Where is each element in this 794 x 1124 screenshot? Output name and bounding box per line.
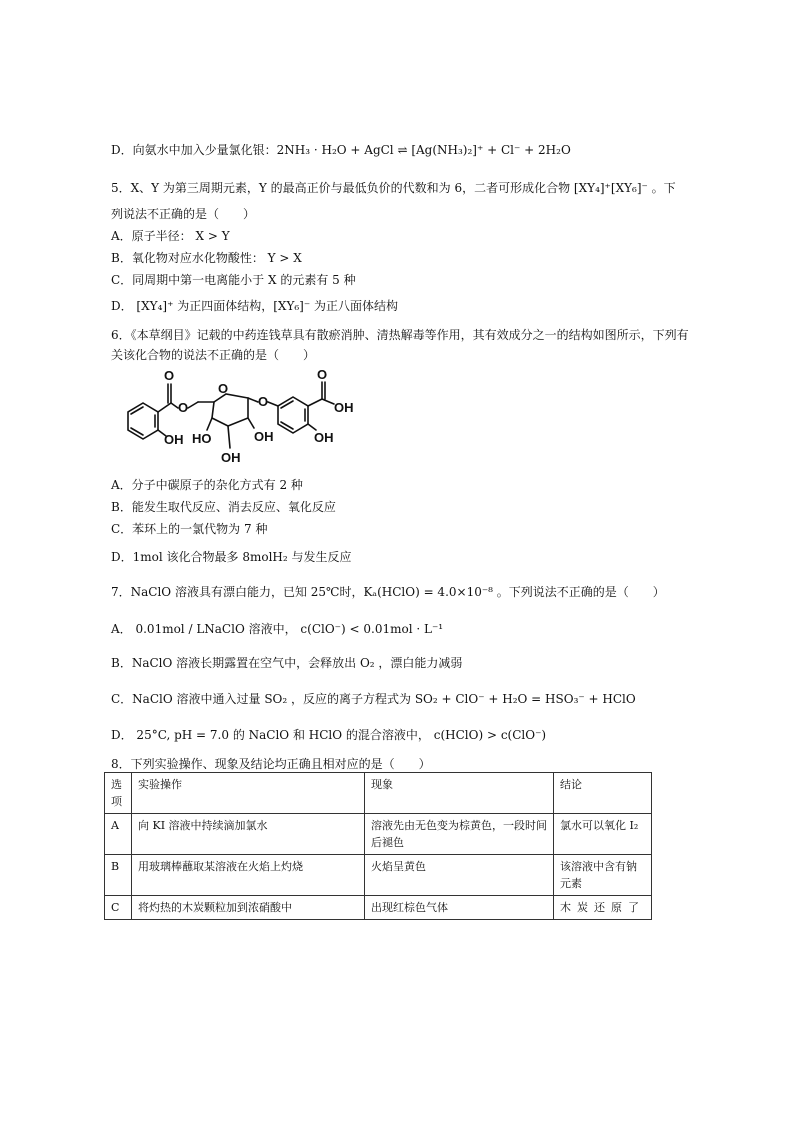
row-phenomenon: 出现红棕色气体 [365, 896, 554, 920]
q5-option-a: A．原子半径： X > Y [111, 229, 230, 243]
table-row [105, 896, 652, 920]
mol-label-o: O [317, 367, 328, 382]
row-operation: 将灼热的木炭颗粒加到浓硝酸中 [132, 896, 365, 920]
q7-option-d: D． 25°C, pH = 7.0 的 NaClO 和 HClO 的混合溶液中， c(HClO) > c(ClO⁻) [111, 728, 547, 742]
table-header-row [105, 773, 652, 814]
row-conclusion: 木炭还原了 [554, 896, 652, 920]
mol-label-oh: OH [254, 429, 274, 444]
row-option: C [105, 896, 132, 920]
right-benzene-ring [278, 397, 308, 433]
mol-label-oh: OH [221, 450, 241, 465]
header-option: 选项 [105, 773, 132, 814]
q8-table [104, 772, 652, 920]
q7-option-a: A． 0.01mol / LNaClO 溶液中， c(ClO⁻) < 0.01mol · L⁻¹ [111, 622, 444, 636]
molecule-structure [108, 366, 388, 468]
row-conclusion: 氯水可以氧化 I₂ [554, 814, 652, 855]
q7-stem: 7．NaClO 溶液具有漂白能力，已知 25℃时，Kₐ(HClO) = 4.0×10⁻⁸ 。下列说法不正确的是（ ） [111, 585, 665, 599]
header-conclusion: 结论 [554, 773, 652, 814]
q6-option-a: A．分子中碳原子的杂化方式有 2 种 [111, 478, 303, 492]
q5-option-d: D． [XY₄]⁺ 为正四面体结构，[XY₆]⁻ 为正八面体结构 [111, 299, 399, 313]
q5-stem: 5．X、Y 为第三周期元素，Y 的最高正价与最低负价的代数和为 6，二者可形成化合物 [XY₄]⁺[XY₆]⁻ 。下 [111, 181, 676, 195]
row-operation: 向 KI 溶液中持续滴加氯水 [132, 814, 365, 855]
q4-option-d: D．向氨水中加入少量氯化银：2NH₃ · H₂O + AgCl ⇌ [Ag(NH₃)₂]⁺ + Cl⁻ + 2H₂O [111, 143, 571, 157]
row-option: A [105, 814, 132, 855]
mol-label-oh: OH [164, 432, 184, 447]
left-benzene-ring [128, 403, 158, 439]
q6-option-c: C．苯环上的一氯代物为 7 种 [111, 522, 268, 536]
q7-option-c: C．NaClO 溶液中通入过量 SO₂ ，反应的离子方程式为 SO₂ + ClO⁻ + H₂O = HSO₃⁻ + HClO [111, 692, 636, 706]
q6-option-d: D．1mol 该化合物最多 8molH₂ 与发生反应 [111, 550, 352, 564]
q6-stem: 6．《本草纲目》记载的中药连钱草具有散瘀消肿、清热解毒等作用，其有效成分之一的结构如图所示，下列有 [111, 328, 689, 342]
mol-label-o: O [164, 368, 175, 383]
mol-label-o: O [218, 381, 229, 396]
row-phenomenon: 火焰呈黄色 [365, 855, 554, 896]
mol-label-ho: HO [192, 431, 212, 446]
row-conclusion: 该溶液中含有钠元素 [554, 855, 652, 896]
table-row [105, 814, 652, 855]
q6-option-b: B．能发生取代反应、消去反应、氧化反应 [111, 500, 336, 514]
table-row [105, 855, 652, 896]
q5-option-b: B．氧化物对应水化物酸性： Y > X [111, 251, 302, 265]
mol-label-oh: OH [334, 400, 354, 415]
q6-stem-cont: 关该化合物的说法不正确的是（ ） [111, 348, 316, 362]
mol-label-o: O [258, 394, 269, 409]
q8-stem: 8．下列实验操作、现象及结论均正确且相对应的是（ ） [111, 757, 431, 771]
q5-option-c: C．同周期中第一电离能小于 X 的元素有 5 种 [111, 273, 356, 287]
q7-option-b: B．NaClO 溶液长期露置在空气中，会释放出 O₂ ，漂白能力减弱 [111, 656, 463, 670]
mol-label-o: O [178, 400, 189, 415]
q5-stem-cont: 列说法不正确的是（ ） [111, 207, 256, 221]
header-operation: 实验操作 [132, 773, 365, 814]
mol-label-oh: OH [314, 430, 334, 445]
row-operation: 用玻璃棒蘸取某溶液在火焰上灼烧 [132, 855, 365, 896]
row-phenomenon: 溶液先由无色变为棕黄色，一段时间后褪色 [365, 814, 554, 855]
header-phenomenon: 现象 [365, 773, 554, 814]
row-option: B [105, 855, 132, 896]
